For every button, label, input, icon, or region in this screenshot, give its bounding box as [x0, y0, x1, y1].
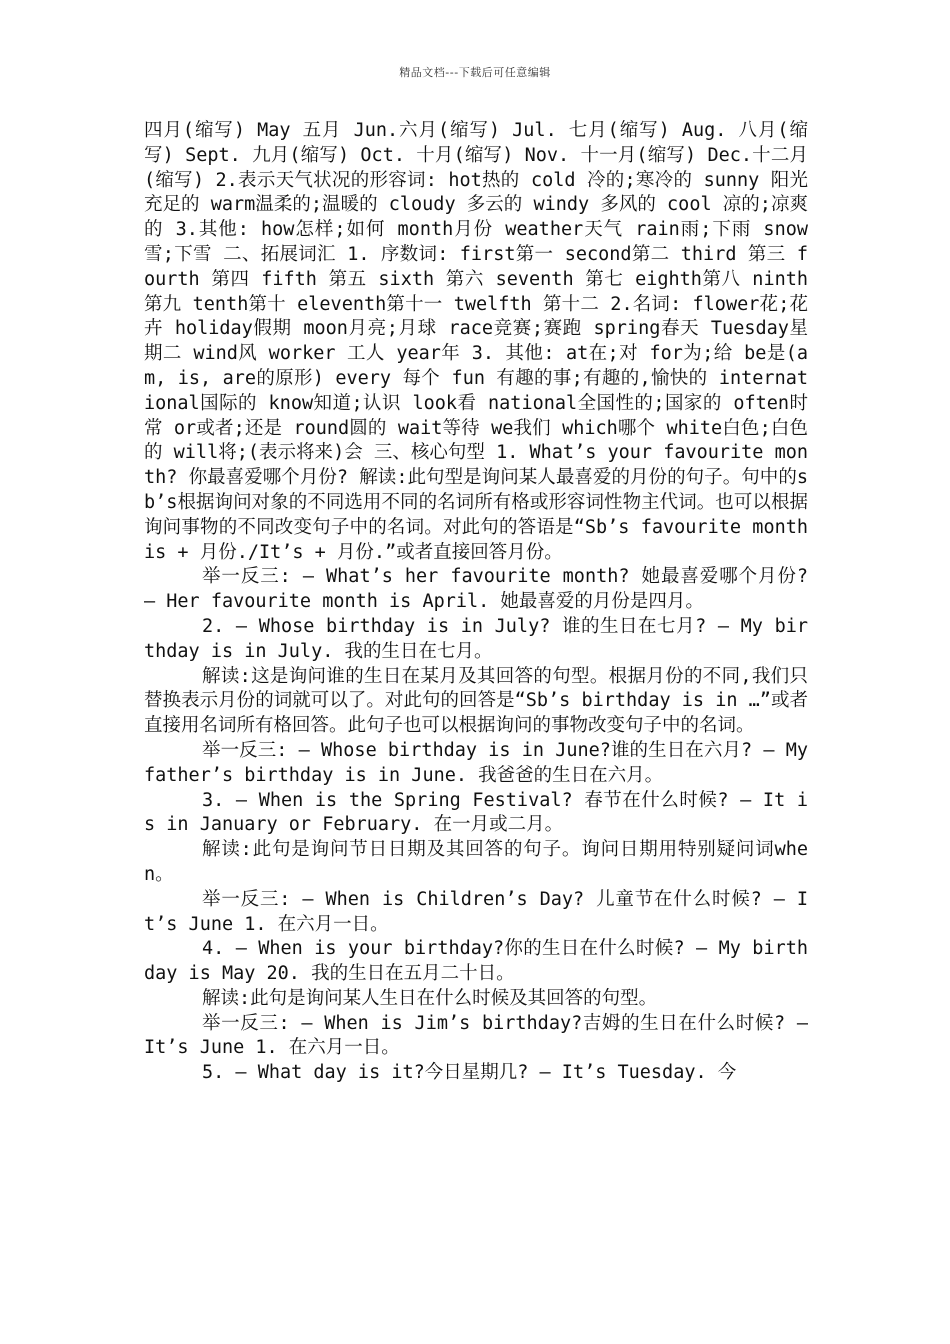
paragraph-vocabulary: 四月(缩写) May 五月 Jun.六月(缩写) Jul. 七月(缩写) Aug. 八月(缩写) Sept. 九月(缩写) Oct. 十月(缩写) Nov. 十一月(缩写) Dec.十二月(缩写) 2.表示天气状况的形容词: hot热的 cold 冷的;寒冷的 sunny 阳光充足的 warm温柔的;温暖的 cloudy 多云的 windy 多风的 cool 凉的;凉爽的 3.其他: how怎样;如何 month月份 weather天气 rain雨;下雨 snow 雪;下雪 二、拓展词汇 1. 序数词: first第一 second第二 third 第三 fourth 第四 fifth 第五 sixth 第六 seventh 第七 eighth第八 ninth第九 tenth第十 eleventh第十一 twelfth 第十二 2.名词: flower花;花卉 holiday假期 moon月亮;月球 race竞赛;赛跑 spring春天 Tuesday星期二 wind风 worker 工人 year年 3. 其他: at在;对 for为;给 be是(am, is, are的原形) every 每个 fun 有趣的事;有趣的,愉快的 international国际的 know知道;认识 look看 national全国性的;国家的 often时常 or或者;还是 round圆的 wait等待 we我们 which哪个 white白色;白色的 will将;(表示将来)会 三、核心句型 1. What’s your favourite month? 你最喜爱哪个月份? 解读:此句型是询问某人最喜爱的月份的句子。句中的sb’s根据询问对象的不同选用不同的名词所有格或形容词性物主代词。也可以根据询问事物的不同改变句子中的名词。对此句的答语是“Sb’s favourite month is + 月份./It’s + 月份.”或者直接回答月份。: [144, 120, 808, 563]
paragraph-example-3: 举一反三: — When is Children’s Day? 儿童节在什么时候? — It’s June 1. 在六月一日。: [144, 888, 808, 935]
paragraph-sentence-3: 3. — When is the Spring Festival? 春节在什么时候? — It is in January or February. 在一月或二月。: [144, 789, 808, 836]
paragraph-sentence-5: 5. — What day is it?今日星期几? — It’s Tuesday. 今: [202, 1062, 737, 1084]
paragraph-example-2: 举一反三: — Whose birthday is in June?谁的生日在六月? — My father’s birthday is in June. 我爸爸的生日在六月。: [144, 739, 808, 786]
paragraph-example-4: 举一反三: — When is Jim’s birthday?吉姆的生日在什么时候? — It’s June 1. 在六月一日。: [144, 1012, 808, 1059]
page-header: 精品文档---下载后可任意编辑: [399, 66, 551, 79]
document-body: [144, 119, 808, 1086]
paragraph-sentence-4: 4. — When is your birthday?你的生日在什么时候? — My birthday is May 20. 我的生日在五月二十日。: [144, 938, 808, 985]
paragraph-sentence-2: 2. — Whose birthday is in July? 谁的生日在七月? — My birthday is in July. 我的生日在七月。: [144, 615, 808, 662]
paragraph-explanation-2: 解读:这是询问谁的生日在某月及其回答的句型。根据月份的不同,我们只替换表示月份的词就可以了。对此句的回答是“Sb’s birthday is in …”或者直接用名词所有格回答。此句子也可以根据询问的事物改变句子中的名词。: [144, 665, 808, 737]
paragraph-example-1: 举一反三: — What’s her favourite month? 她最喜爱哪个月份? — Her favourite month is April. 她最喜爱的月份是四月。: [144, 566, 808, 613]
paragraph-explanation-3: 解读:此句是询问节日日期及其回答的句子。询问日期用特别疑问词when。: [144, 839, 808, 885]
paragraph-explanation-4: 解读:此句是询问某人生日在什么时候及其回答的句型。: [202, 987, 658, 1009]
